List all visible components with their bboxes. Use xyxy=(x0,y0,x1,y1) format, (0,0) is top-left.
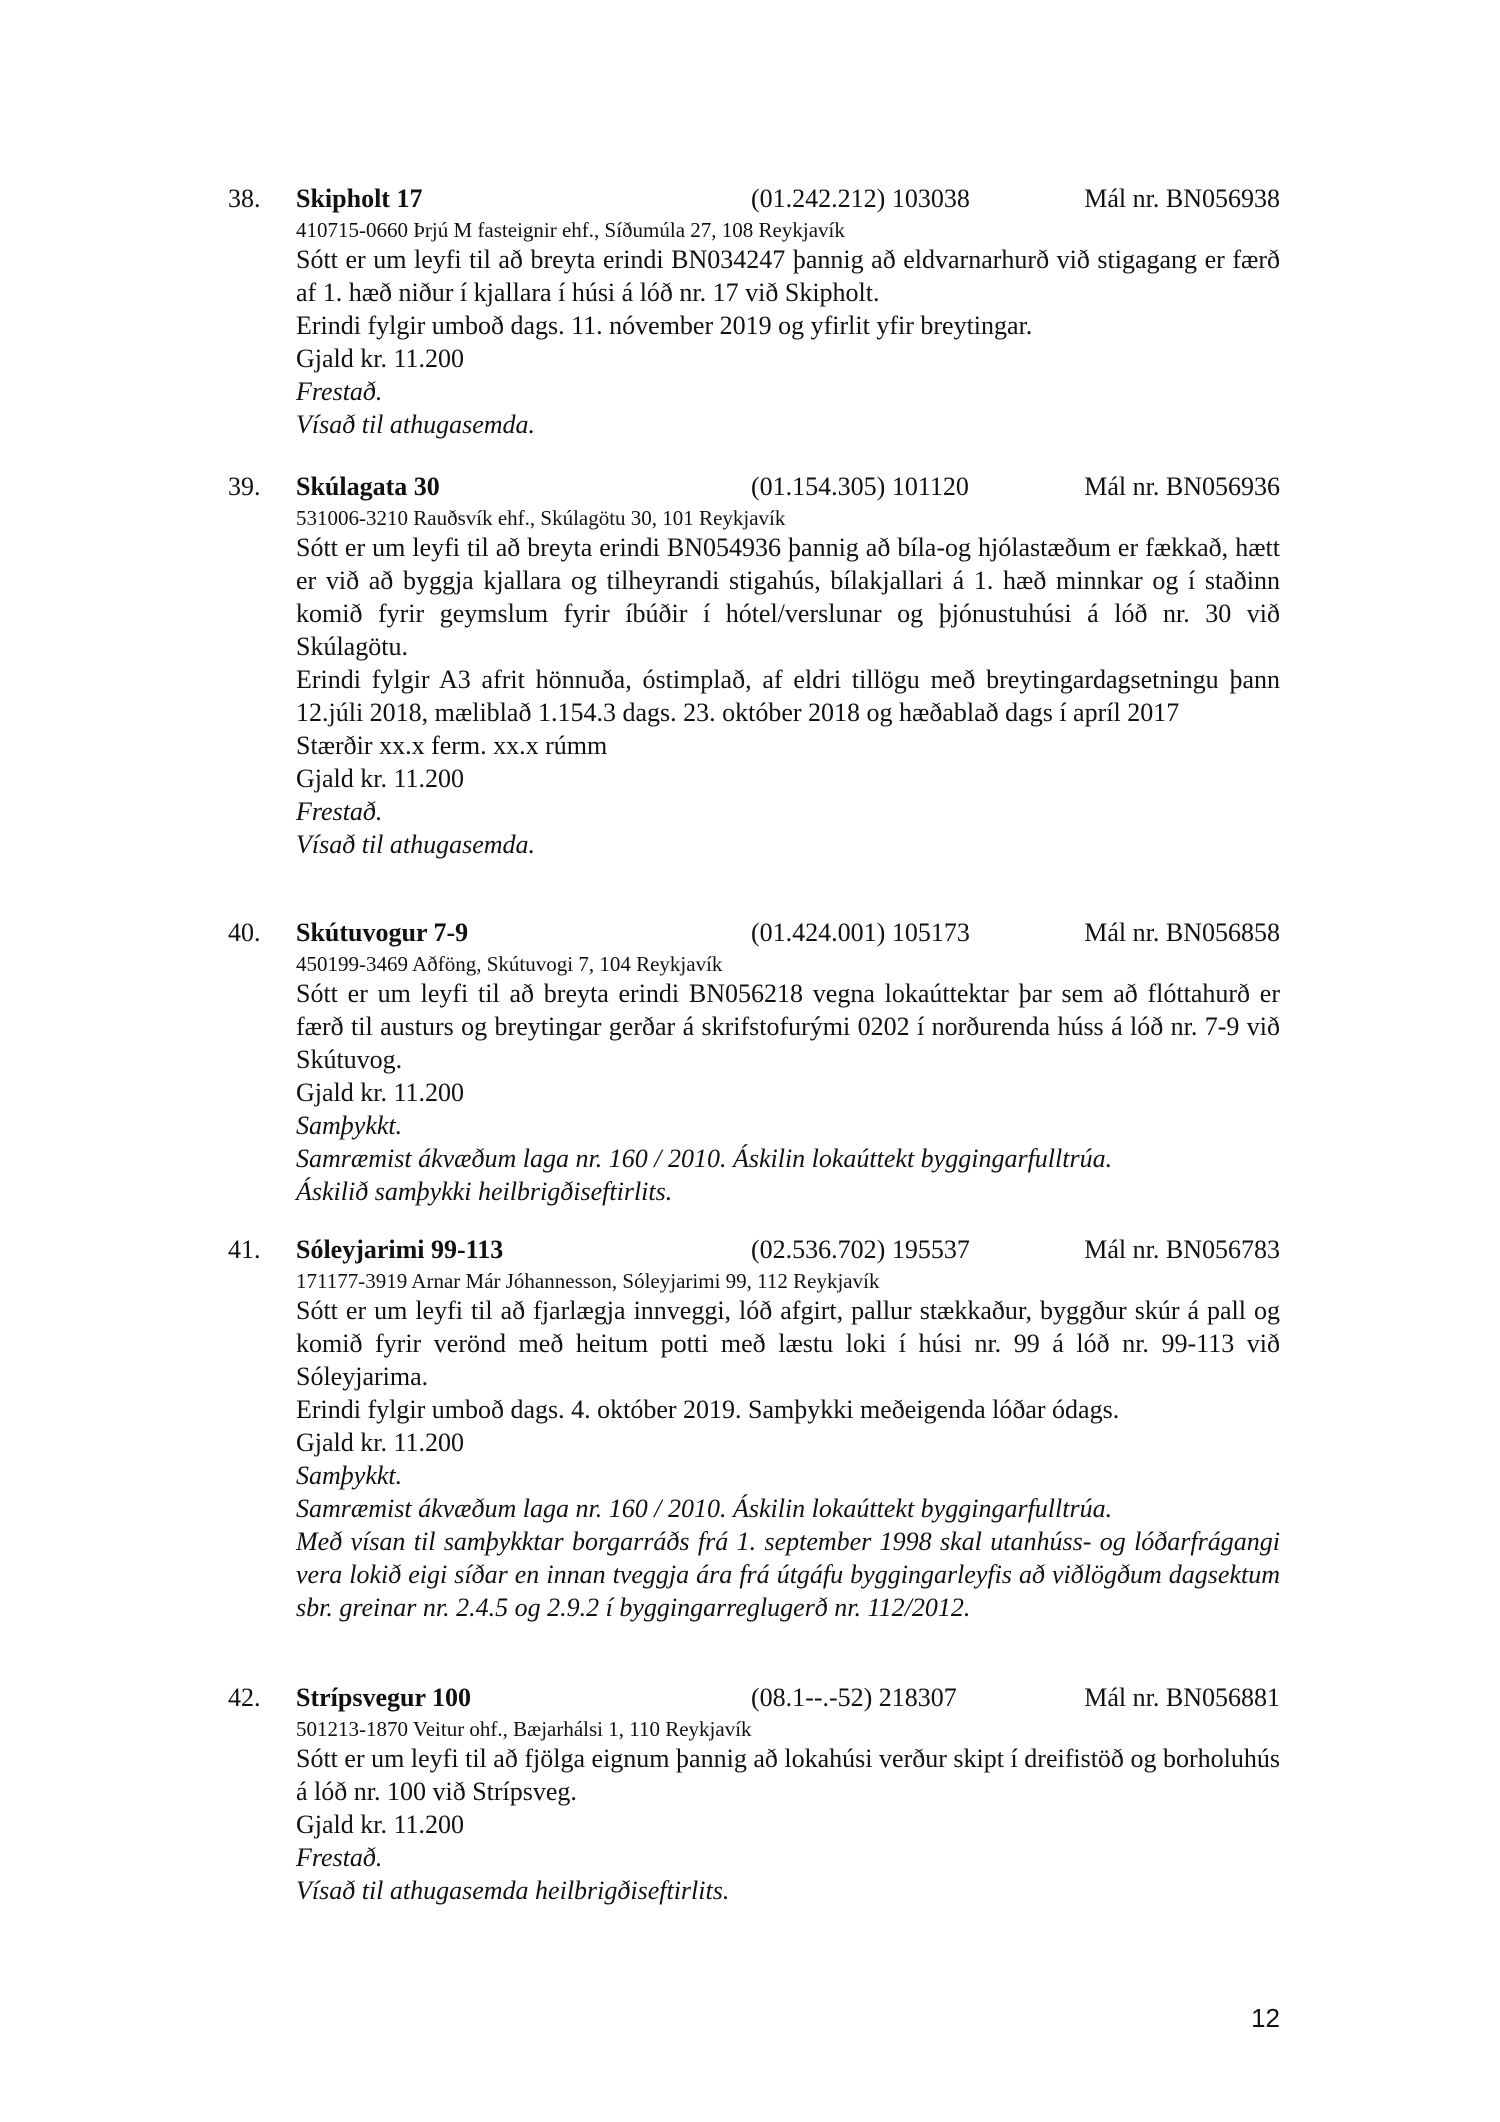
case-entry-40 xyxy=(228,915,1280,1208)
property-name: Sóleyjarimi 99-113 xyxy=(296,1235,504,1264)
case-number: Mál nr. BN056881 xyxy=(1084,1683,1280,1712)
decision-note: Vísað til athugasemda. xyxy=(296,830,536,859)
entry-number: 40. xyxy=(228,918,261,947)
case-entry-38 xyxy=(228,181,1280,441)
attachments: Erindi fylgir umboð dags. 11. nóvember 2019 og yfirlit yfir breytingar. xyxy=(296,311,1033,340)
entry-number: 39. xyxy=(228,472,261,501)
decision-note: Áskilið samþykki heilbrigðiseftirlits. xyxy=(296,1177,673,1206)
description: Sótt er um leyfi til að breyta erindi BN056218 vegna lokaúttektar þar sem að flóttahurð er færð til austurs og breytingar gerðar á skrifstofurými 0202 í norðurenda húss á lóð nr. 7-9 við Skútuvog. xyxy=(296,979,1280,1074)
fee: Gjald kr. 11.200 xyxy=(296,1078,465,1107)
case-number: Mál nr. BN056783 xyxy=(1084,1235,1280,1264)
case-entry-39 xyxy=(228,469,1280,861)
dimensions: Stærðir xx.x ferm. xx.x rúmm xyxy=(296,731,608,760)
description: Sótt er um leyfi til að fjölga eignum þannig að lokahúsi verður skipt í dreifistöð og borholuhús á lóð nr. 100 við Strípsveg. xyxy=(296,1744,1280,1806)
lot-number: (01.154.305) 101120 xyxy=(751,472,969,501)
entry-number: 38. xyxy=(228,184,261,213)
decision: Frestað. xyxy=(296,797,383,826)
entry-number: 42. xyxy=(228,1683,261,1712)
fee: Gjald kr. 11.200 xyxy=(296,344,465,373)
property-name: Skúlagata 30 xyxy=(296,472,440,501)
entry-header xyxy=(228,1232,1280,1268)
decision-note: Samræmist ákvæðum laga nr. 160 / 2010. Áskilin lokaúttekt byggingarfulltrúa. xyxy=(296,1144,1113,1173)
lot-number: (08.1--.-52) 218307 xyxy=(751,1683,957,1712)
decision-note: Vísað til athugasemda. xyxy=(296,410,536,439)
applicant: 531006-3210 Rauðsvík ehf., Skúlagötu 30, 101 Reykjavík xyxy=(296,506,786,530)
description: Sótt er um leyfi til að breyta erindi BN054936 þannig að bíla-og hjólastæðum er fækkað, hætt er við að byggja kjallara og tilheyrandi stigahús, bílakjallari á 1. hæð minnkar og í staðinn komið fyrir geymslum fyrir íbúðir í hótel/verslunar og þjónustuhúsi á lóð nr. 30 við Skúlagötu. xyxy=(296,533,1280,661)
decision: Samþykkt. xyxy=(296,1461,403,1490)
description: Sótt er um leyfi til að fjarlægja innveggi, lóð afgirt, pallur stækkaður, byggður skúr á pall og komið fyrir verönd með heitum potti með læstu loki í húsi nr. 99 á lóð nr. 99-113 við Sóleyjarima. xyxy=(296,1296,1280,1391)
fee: Gjald kr. 11.200 xyxy=(296,1428,465,1457)
case-number: Mál nr. BN056936 xyxy=(1084,472,1280,501)
entry-header xyxy=(228,1680,1280,1716)
decision-note: Samræmist ákvæðum laga nr. 160 / 2010. Áskilin lokaúttekt byggingarfulltrúa. xyxy=(296,1494,1113,1523)
applicant: 501213-1870 Veitur ohf., Bæjarhálsi 1, 110 Reykjavík xyxy=(296,1717,752,1741)
applicant: 450199-3469 Aðföng, Skútuvogi 7, 104 Reykjavík xyxy=(296,952,723,976)
case-number: Mál nr. BN056938 xyxy=(1084,184,1280,213)
page-number: 12 xyxy=(1251,2003,1280,2033)
fee: Gjald kr. 11.200 xyxy=(296,764,465,793)
entry-number: 41. xyxy=(228,1235,261,1264)
property-name: Strípsvegur 100 xyxy=(296,1683,472,1712)
attachments: Erindi fylgir umboð dags. 4. október 2019. Samþykki meðeigenda lóðar ódags. xyxy=(296,1395,1120,1424)
lot-number: (01.424.001) 105173 xyxy=(751,918,970,947)
entry-header xyxy=(228,181,1280,217)
fee: Gjald kr. 11.200 xyxy=(296,1810,465,1839)
case-number: Mál nr. BN056858 xyxy=(1084,918,1280,947)
case-entry-41 xyxy=(228,1232,1280,1624)
attachments: Erindi fylgir A3 afrit hönnuða, óstimplað, af eldri tillögu með breytingardagsetningu þann 12.júli 2018, mæliblað 1.154.3 dags. 23. október 2018 og hæðablað dags í apríl 2017 xyxy=(296,665,1280,727)
description: Sótt er um leyfi til að breyta erindi BN034247 þannig að eldvarnarhurð við stigagang er færð af 1. hæð niður í kjallara í húsi á lóð nr. 17 við Skipholt. xyxy=(296,245,1280,307)
decision: Frestað. xyxy=(296,1843,383,1872)
case-entry-42 xyxy=(228,1680,1280,1907)
lot-number: (02.536.702) 195537 xyxy=(751,1235,970,1264)
decision: Samþykkt. xyxy=(296,1111,403,1140)
decision-note: Með vísan til samþykktar borgarráðs frá 1. september 1998 skal utanhúss- og lóðarfrágangi vera lokið eigi síðar en innan tveggja ára frá útgáfu byggingarleyfis að viðlögðum dagsektum sbr. greinar nr. 2.4.5 og 2.9.2 í byggingarreglugerð nr. 112/2012. xyxy=(296,1527,1280,1622)
entry-header xyxy=(228,469,1280,505)
property-name: Skútuvogur 7-9 xyxy=(296,918,469,947)
entry-header xyxy=(228,915,1280,951)
applicant: 410715-0660 Þrjú M fasteignir ehf., Síðumúla 27, 108 Reykjavík xyxy=(296,218,845,242)
lot-number: (01.242.212) 103038 xyxy=(751,184,970,213)
decision: Frestað. xyxy=(296,377,383,406)
property-name: Skipholt 17 xyxy=(296,184,423,213)
decision-note: Vísað til athugasemda heilbrigðiseftirlits. xyxy=(296,1876,730,1905)
applicant: 171177-3919 Arnar Már Jóhannesson, Sóleyjarimi 99, 112 Reykjavík xyxy=(296,1269,880,1293)
